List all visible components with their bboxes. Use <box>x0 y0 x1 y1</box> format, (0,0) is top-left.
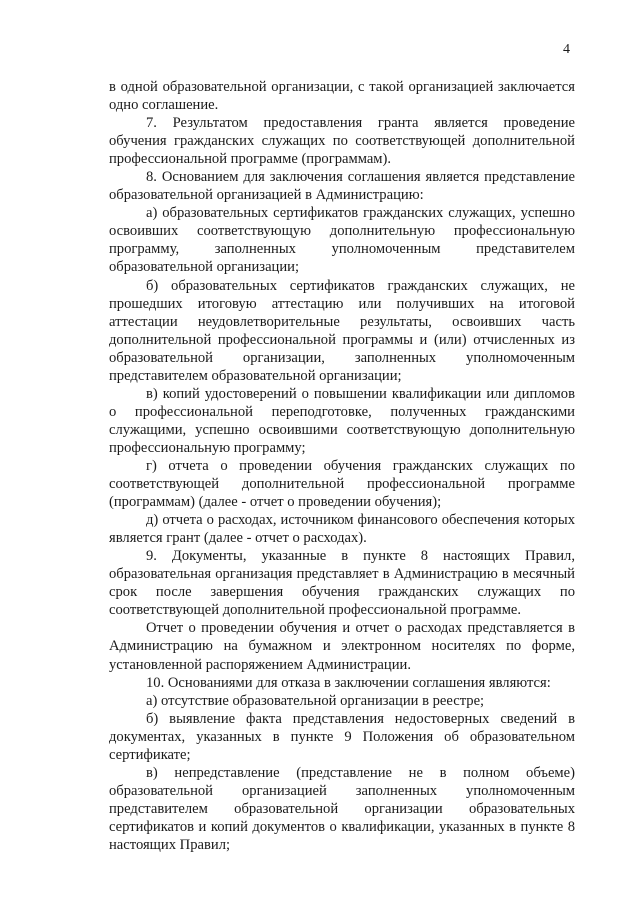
paragraph-clause-8v: в) копий удостоверений о повышении квалификации или дипломов о профессиональной переподготовке, полученных гражданскими служащими, успешно освоившими соответствующую дополнительную профессиональную программу; <box>109 385 575 456</box>
paragraph-clause-8: 8. Основанием для заключения соглашения является представление образовательной организацией в Администрацию: <box>109 169 575 204</box>
document-body <box>109 78 575 854</box>
paragraph-clause-9: 9. Документы, указанные в пункте 8 настоящих Правил, образовательная организация представляет в Администрацию в месячный срок после завершения обучения гражданских служащих по соответствующей дополнительной профессиональной программе. <box>109 548 575 619</box>
paragraph-clause-7: 7. Результатом предоставления гранта является проведение обучения гражданских служащих по соответствующей дополнительной профессиональной программе (программам). <box>109 115 575 168</box>
paragraph-clause-10b: б) выявление факта представления недостоверных сведений в документах, указанных в пункте 9 Положения об образовательном сертификате; <box>109 710 575 763</box>
paragraph-clause-10a: а) отсутствие образовательной организации в реестре; <box>146 692 485 709</box>
paragraph-clause-10v: в) непредставление (представление не в полном объеме) образовательной организацией заполненных уполномоченным представителем образовательной организации образовательных сертификатов и копий документов о квалификации, указанных в пункте 8 настоящих Правил; <box>109 764 575 853</box>
paragraph-reports-note: Отчет о проведении обучения и отчет о расходах представляется в Администрацию на бумажном и электронном носителях по форме, установленной распоряжением Администрации. <box>109 620 575 673</box>
paragraph-clause-8g: г) отчета о проведении обучения гражданских служащих по соответствующей дополнительной профессиональной программе (программам) (далее - отчет о проведении обучения); <box>109 457 575 511</box>
paragraph-clause-10: 10. Основаниями для отказа в заключении соглашения являются: <box>146 674 551 691</box>
paragraph-clause-8a: а) образовательных сертификатов гражданских служащих, успешно освоивших соответствующую дополнительную профессиональную программу, заполненных уполномоченным представителем образовательной организации; <box>109 205 575 276</box>
page-number: 4 <box>563 42 570 57</box>
paragraph-clause-8d: д) отчета о расходах, источником финансового обеспечения которых является грант (далее - отчет о расходах). <box>109 512 575 547</box>
paragraph-continuation: в одной образовательной организации, с такой организацией заключается одно соглашение. <box>109 79 575 114</box>
paragraph-clause-8b: б) образовательных сертификатов гражданских служащих, не прошедших итоговую аттестацию или получивших на итоговой аттестации неудовлетворительные результаты, освоивших часть дополнительной профессиональной программы и (или) отчисленных из образовательной организации, заполненных уполномоченным представителем образовательной организации; <box>109 277 575 384</box>
